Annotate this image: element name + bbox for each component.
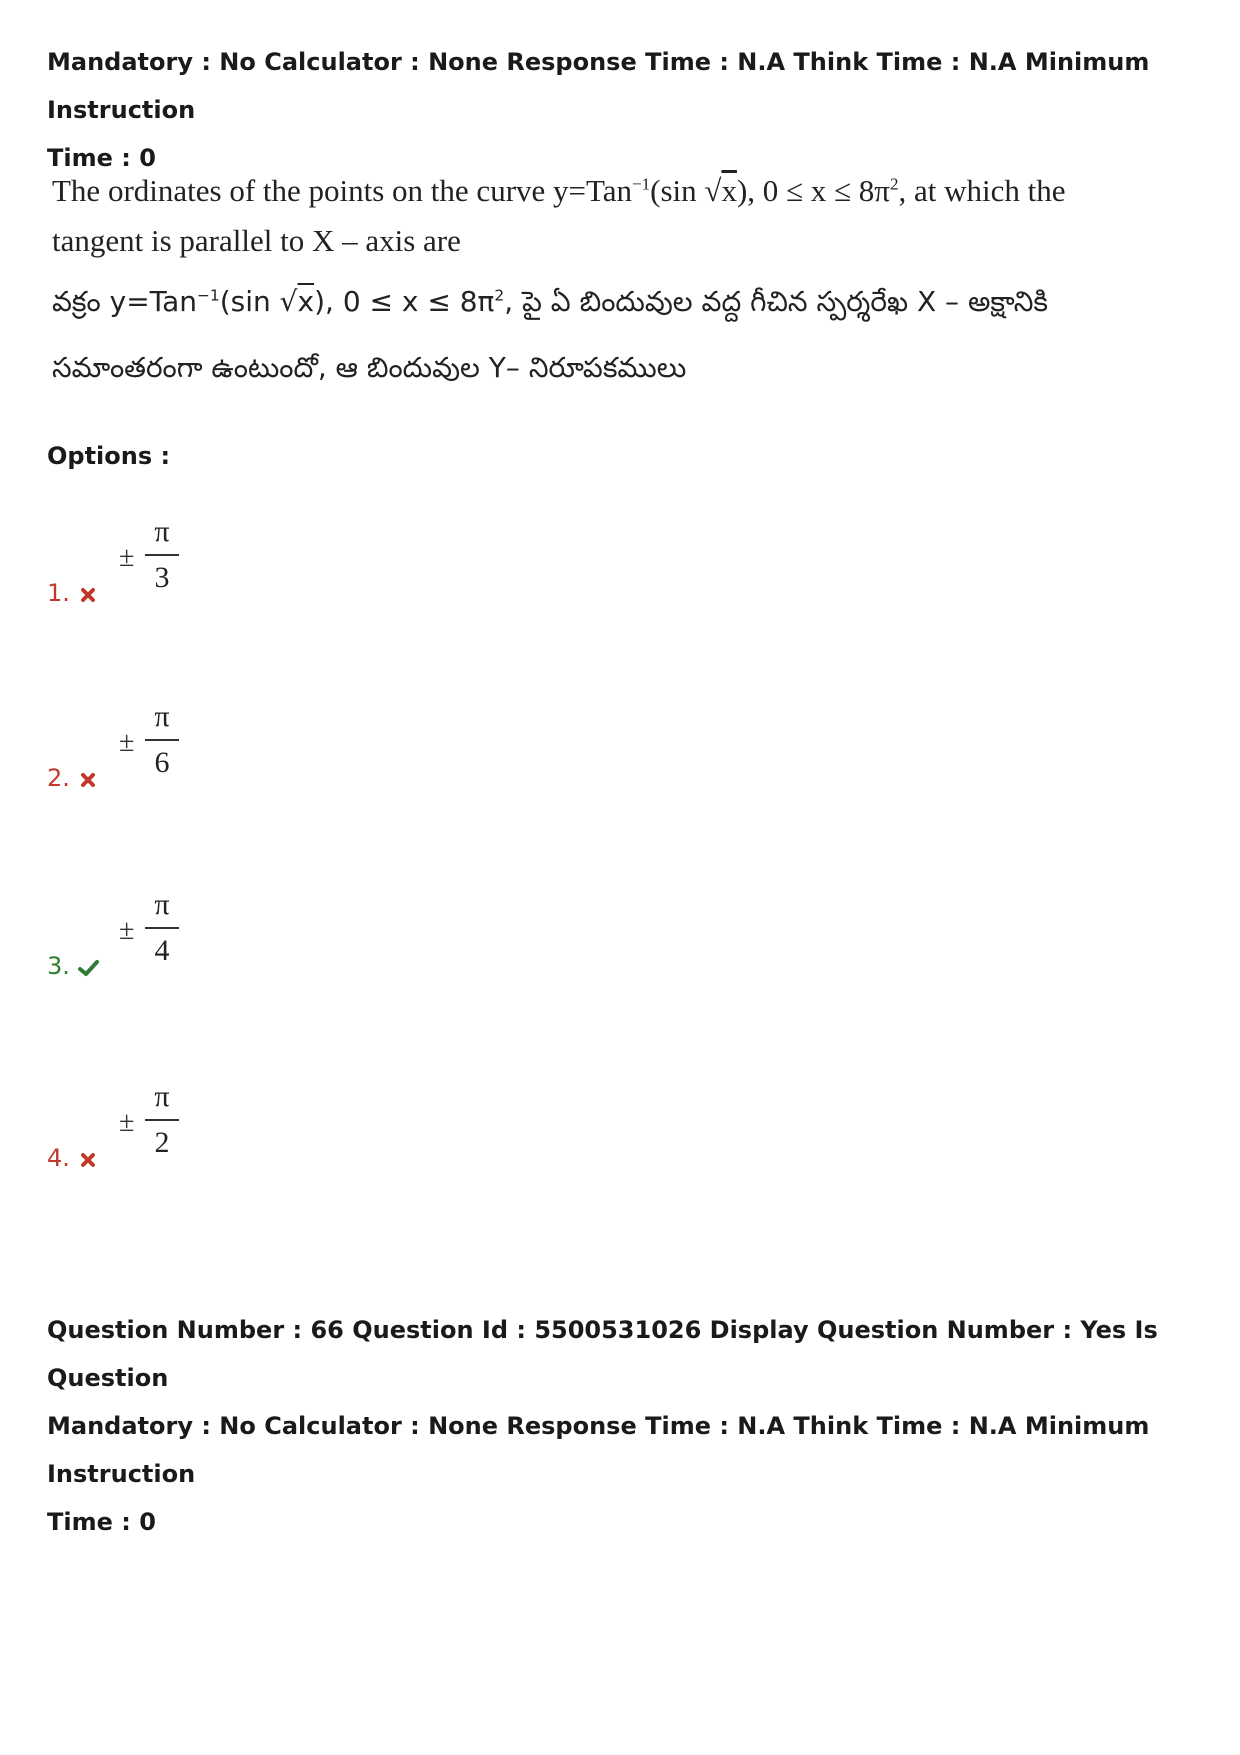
question-text (52, 166, 1066, 398)
option-1: 1. ± π 3 (47, 512, 447, 612)
option-2: 2. ± π 6 (47, 697, 447, 797)
cross-icon (77, 1149, 99, 1171)
option-number: 3. (47, 952, 70, 980)
check-icon (77, 957, 99, 979)
question-meta-top (47, 38, 1207, 182)
options-label: Options : (47, 442, 171, 470)
meta-line: Mandatory : No Calculator : None Response Time : N.A Think Time : N.A Minimum Instruction (47, 1412, 1150, 1488)
question-te-line-1: వక్రం y=Tan$^{-1}$(sin √x), $0 \le x \le 8\pi^2$, పై ఏ బిందువుల వద్ద గీచిన స్పర్శరేఖ X – అక్షానికి (52, 285, 1049, 318)
option-4: 4. ± π 2 (47, 1077, 447, 1177)
meta-line: Time : 0 (47, 144, 156, 172)
option-number: 1. (47, 579, 70, 607)
meta-line: Question Number : 66 Question Id : 5500531026 Display Question Number : Yes Is Question (47, 1316, 1158, 1392)
question-meta-next (47, 1306, 1207, 1546)
question-en-line-2: tangent is parallel to X – axis are (52, 223, 461, 258)
question-en-line-1: The ordinates of the points on the curve y=Tan$^{-1}$(sin √x), $0 \le x \le 8\pi^2$, at which the (52, 173, 1066, 208)
cross-icon (77, 584, 99, 606)
question-te-line-2: సమాంతరంగా ఉంటుందో, ఆ బిందువుల Y– నిరూపకములు (52, 351, 687, 384)
option-number: 4. (47, 1144, 70, 1172)
meta-line: Mandatory : No Calculator : None Response Time : N.A Think Time : N.A Minimum Instruction (47, 48, 1150, 124)
meta-line: Time : 0 (47, 1508, 156, 1536)
option-3: 3. ± π 4 (47, 885, 447, 985)
option-number: 2. (47, 764, 70, 792)
cross-icon (77, 769, 99, 791)
